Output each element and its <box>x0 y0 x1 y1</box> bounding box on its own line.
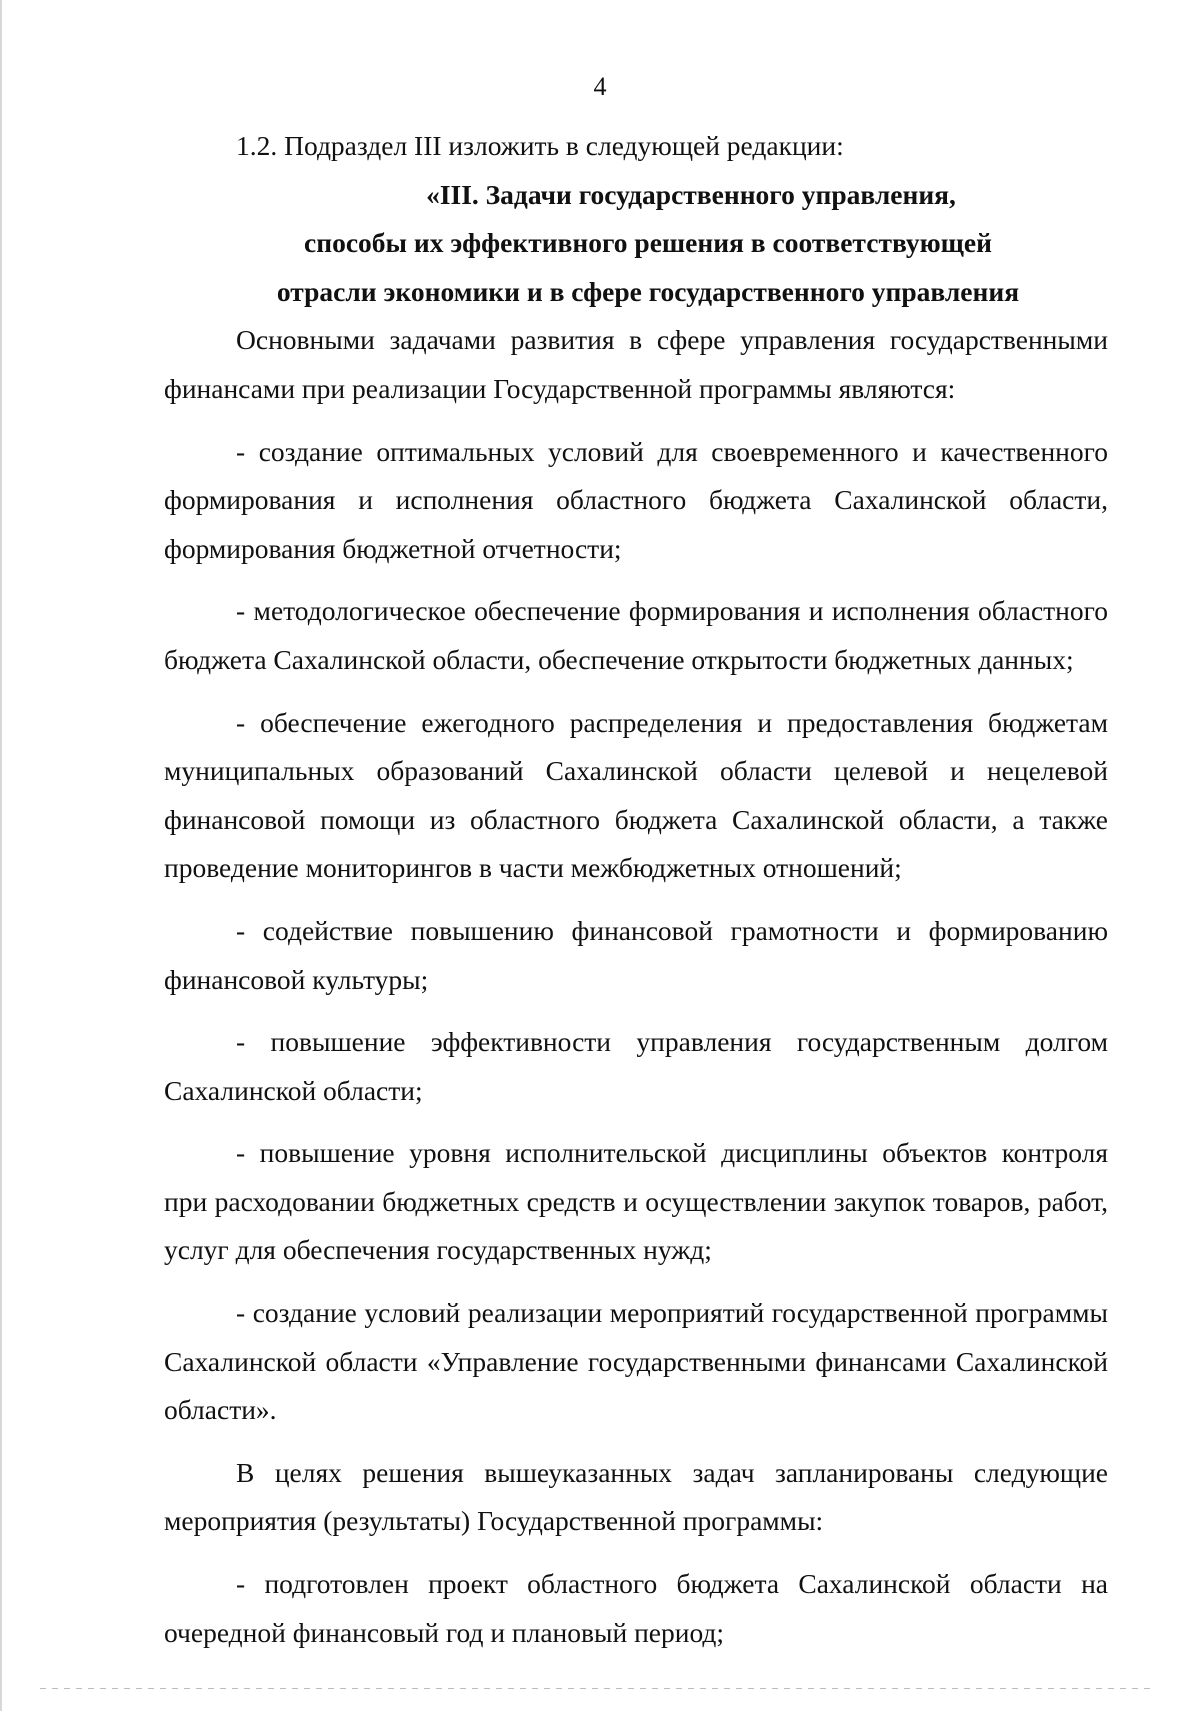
paragraph-measures-intro: В целях решения вышеуказанных задач запланированы следующие мероприятия (результаты) Государственной программы: <box>164 1456 1108 1537</box>
scan-left-edge <box>0 0 2 1711</box>
list-item-task-interbudget: - обеспечение ежегодного распределения и предоставления бюджетам муниципальных образований Сахалинской области целевой и нецелевой финансовой помощи из областного бюджета Сахалинской области, а также проведение мониторингов в части межбюджетных отношений; <box>164 706 1108 884</box>
list-item-measure-budget-draft: - подготовлен проект областного бюджета Сахалинской области на очередной финансовый год и плановый период; <box>164 1568 1108 1648</box>
section-heading-line-2: способы их эффективного решения в соответствующей <box>304 227 992 259</box>
page-number: 4 <box>593 72 607 101</box>
spacer <box>164 414 1108 428</box>
spacer <box>164 893 1108 907</box>
list-item-task-methodology: - методологическое обеспечение формирования и исполнения областного бюджета Сахалинской области, обеспечение открытости бюджетных данных; <box>164 595 1108 675</box>
amendment-intro: 1.2. Подраздел III изложить в следующей редакции: <box>236 130 844 161</box>
spacer <box>164 1115 1108 1129</box>
spacer <box>164 1435 1108 1449</box>
spacer <box>164 1546 1108 1560</box>
list-item-task-budget-formation: - создание оптимальных условий для своевременного и качественного формирования и исполнения областного бюджета Сахалинской области, формирования бюджетной отчетности; <box>164 435 1108 564</box>
paragraph-tasks-intro: Основными задачами развития в сфере управления государственными финансами при реализации Государственной программы являются: <box>164 324 1108 404</box>
scan-bottom-edge <box>40 1688 1150 1689</box>
list-item-task-discipline: - повышение уровня исполнительской дисциплины объектов контроля при расходовании бюджетных средств и осуществлении закупок товаров, работ, услуг для обеспечения государственных нужд; <box>164 1137 1108 1266</box>
spacer <box>164 573 1108 587</box>
section-heading <box>164 171 1108 317</box>
section-heading-line-1: «III. Задачи государственного управления, <box>426 178 956 210</box>
list-item-task-program-conditions: - создание условий реализации мероприятий государственной программы Сахалинской области «Управление государственными финансами Сахалинской области». <box>164 1297 1108 1426</box>
section-heading-line-3: отрасли экономики и в сфере государственного управления <box>276 275 1020 307</box>
spacer <box>164 1004 1108 1018</box>
list-item-task-debt-management: - повышение эффективности управления государственным долгом Сахалинской области; <box>164 1026 1108 1106</box>
spacer <box>164 1275 1108 1289</box>
spacer <box>164 685 1108 699</box>
list-item-task-financial-literacy: - содействие повышению финансовой грамотности и формированию финансовой культуры; <box>164 914 1108 995</box>
document-body <box>164 122 1108 1657</box>
